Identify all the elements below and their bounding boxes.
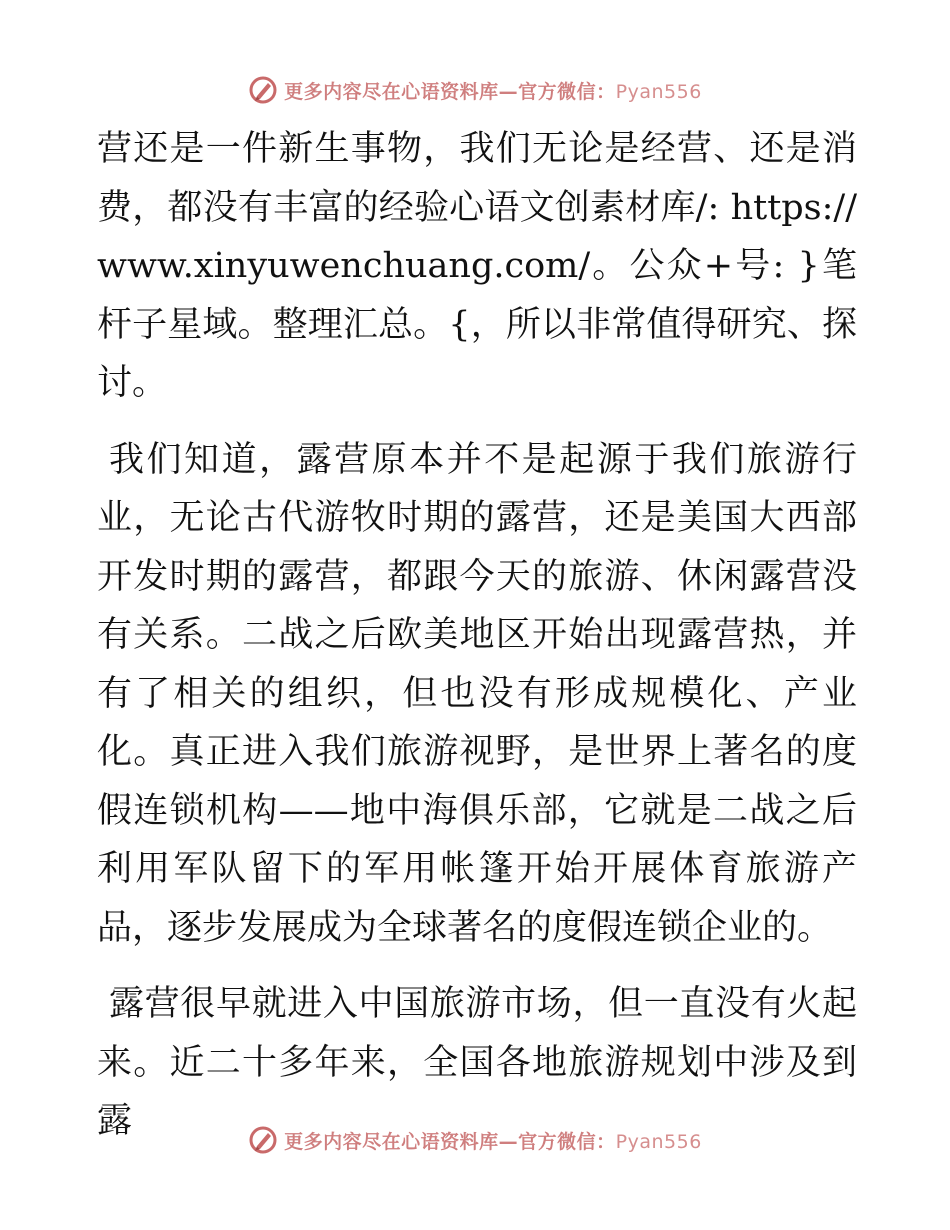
header-watermark: [0, 70, 950, 110]
pen-circle-logo-icon: [248, 75, 278, 105]
footer-watermark: [0, 1120, 950, 1160]
pen-circle-logo-icon: [248, 1125, 278, 1155]
watermark-text: 更多内容尽在心语资料库—官方微信：Pyan556: [284, 1130, 702, 1153]
paragraph-1: 营还是一件新生事物，我们无论是经营、还是消费，都没有丰富的经验心语文创素材库/: https://www.xinyuwenchuang.com/。公众+号: }笔杆子星域。整理汇总。{，所以非常值得研究、探讨。: [97, 129, 857, 403]
document-body: [97, 120, 857, 1151]
watermark-text: 更多内容尽在心语资料库—官方微信：Pyan556: [284, 80, 702, 103]
paragraph-3: 露营很早就进入中国旅游市场，但一直没有火起来。近二十多年来，全国各地旅游规划中涉及到露: [97, 984, 857, 1141]
paragraph-2: 我们知道，露营原本并不是起源于我们旅游行业，无论古代游牧时期的露营，还是美国大西部开发时期的露营，都跟今天的旅游、休闲露营没有关系。二战之后欧美地区开始出现露营热，并有了相关的组织，但也没有形成规模化、产业化。真正进入我们旅游视野，是世界上著名的度假连锁机构——地中海俱乐部，它就是二战之后利用军队留下的军用帐篷开始开展体育旅游产品，逐步发展成为全球著名的度假连锁企业的。: [97, 439, 857, 948]
